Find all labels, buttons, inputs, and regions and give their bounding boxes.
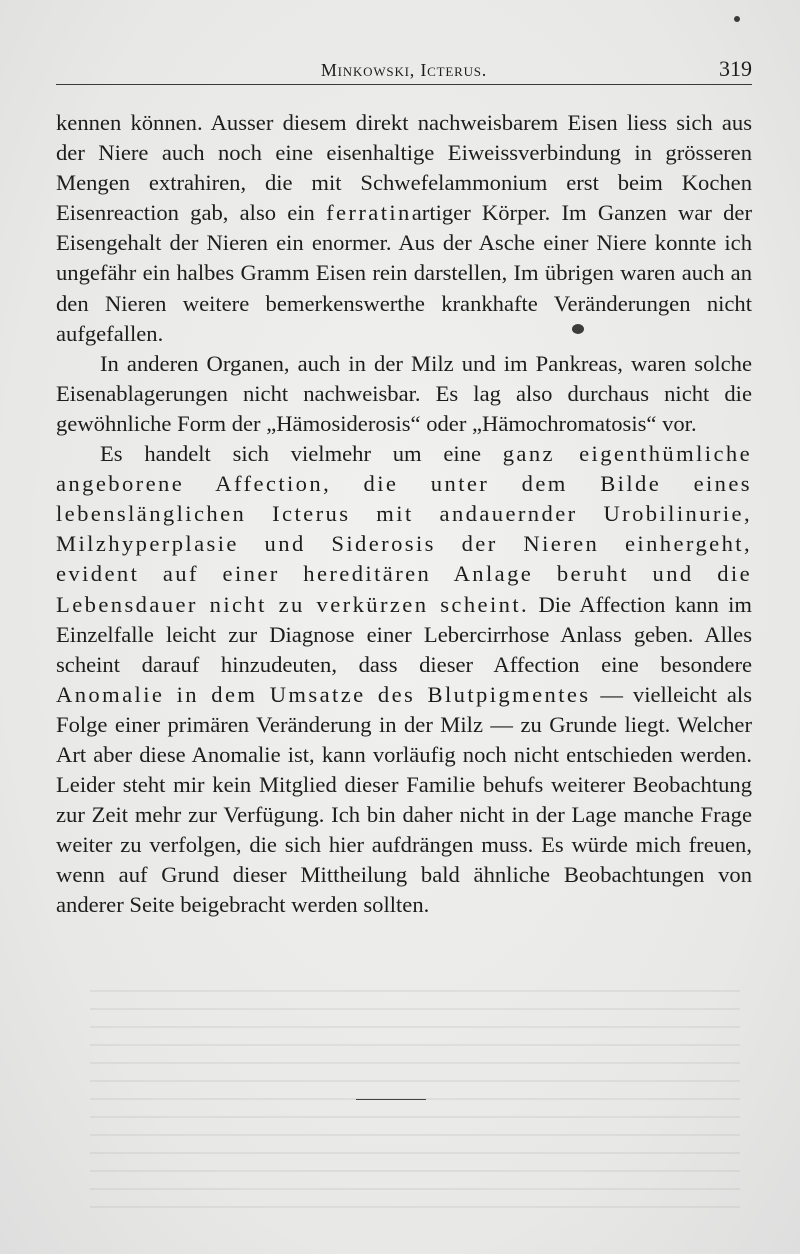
page-number: 319: [719, 56, 752, 81]
paragraph-1-text-2: artiger Körper. Im Ganzen war der Eisengehalt der Nieren ein enormer. Aus der Asche einer Niere konnte ich ungefähr ein halbes Gramm Eisen rein darstellen, Im übrigen waren auch an den Nieren weitere bemerkenswerthe krankhafte Veränderungen nicht aufgefallen.: [56, 200, 752, 346]
page-header: [56, 56, 752, 86]
running-title: Minkowski, Icterus.: [320, 60, 488, 80]
ink-speck: [734, 16, 740, 22]
header-rule: [56, 84, 752, 85]
paragraph-2: [56, 349, 752, 439]
paragraph-2-text: In anderen Organen, auch in der Milz und im Pankreas, waren solche Eisenablagerungen nicht nachweisbar. Es lag also durchaus nicht die gewöhnliche Form der „Hämosiderosis“ oder „Hämochromatosis“ vor.: [56, 350, 752, 436]
footnote-separator-rule: [356, 1099, 426, 1100]
paragraph-3-text-1: Es handelt sich vielmehr um eine: [100, 441, 503, 467]
ink-blot: [572, 324, 584, 334]
paragraph-3-spaced-conclusion: ganz eigenthümliche angeborene Affection, die unter dem Bilde eines lebenslänglichen Icterus mit andauernder Urobilinurie, Milzhyperplasie und Siderosis der Nieren einhergeht, evident auf einer hereditären Anlage beruht und die Lebensdauer nicht zu verkürzen scheint.: [56, 441, 753, 617]
paragraph-3-text-2: Die Affection kann im Einzelfalle leicht zur Diagnose einer Lebercirrhose Anlass geben. Alles scheint darauf hinzudeuten, dass dieser Affection eine besondere: [56, 591, 752, 677]
bleed-through-texture: [90, 978, 740, 1218]
paragraph-3-text-3: — vielleicht als Folge einer primären Veränderung in der Milz — zu Grunde liegt. Welcher Art aber diese Anomalie ist, kann vorläufig noch nicht entschieden werden. Leider steht mir kein Mitglied dieser Familie behufs weiterer Beobachtung zur Zeit mehr zur Verfügung. Ich bin daher nicht in der Lage manche Frage weiter zu verfolgen, die sich hier aufdrängen muss. Es würde mich freuen, wenn auf Grund dieser Mittheilung bald ähnliche Beobachtungen von anderer Seite beigebracht werden sollten.: [56, 681, 752, 918]
paragraph-3-spaced-anomaly: Anomalie in dem Umsatze des Blutpigmentes: [56, 681, 591, 707]
paragraph-1: [56, 108, 752, 349]
paragraph-3: [56, 439, 752, 921]
paragraph-1-text-1: kennen können. Ausser diesem direkt nachweisbarem Eisen liess sich aus der Niere auch noch eine eisenhaltige Eiweissverbindung in grösseren Mengen extrahiren, die mit Schwefelammonium erst beim Kochen Eisenreaction gab, also ein: [56, 110, 752, 226]
body-text: [56, 108, 752, 921]
paragraph-1-spaced-term: ferratin: [326, 200, 412, 226]
